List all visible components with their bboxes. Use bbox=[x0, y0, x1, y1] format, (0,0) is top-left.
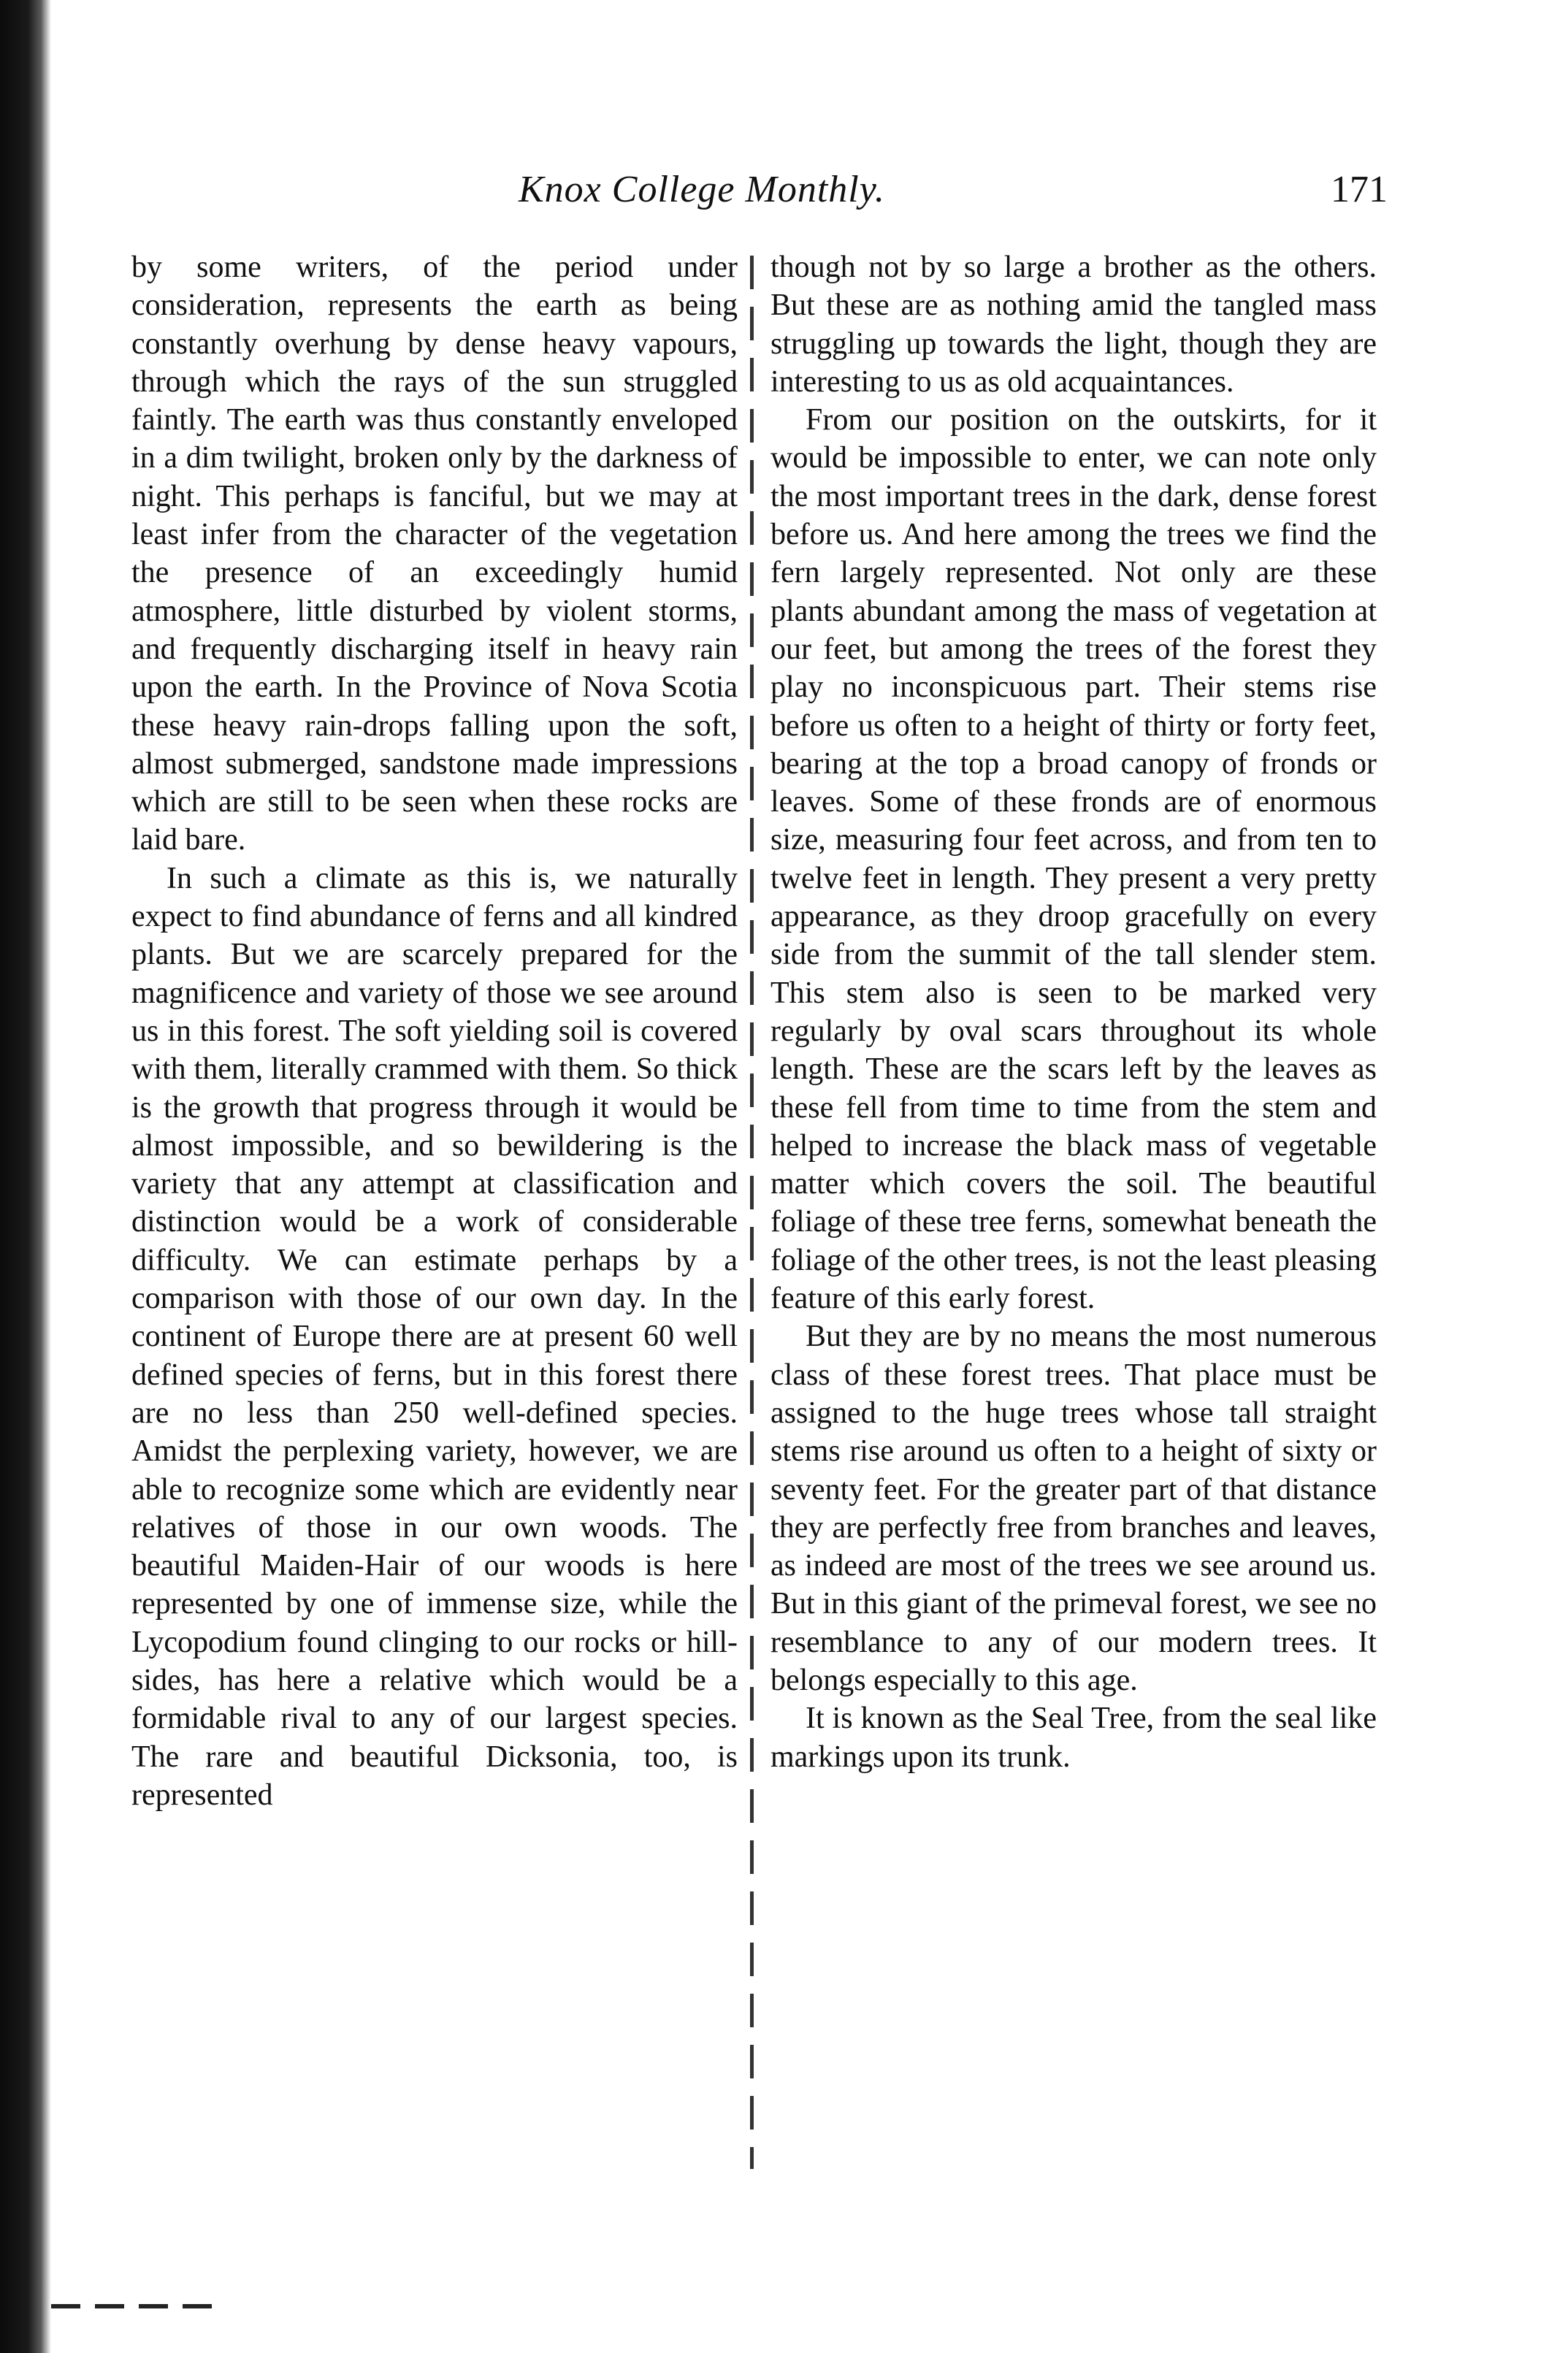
right-column bbox=[770, 248, 1377, 1776]
column-divider bbox=[750, 256, 754, 2169]
right-paragraph-4: It is known as the Seal Tree, from the seal like markings upon its trunk. bbox=[770, 1702, 1377, 1774]
right-paragraph-3: But they are by no means the most numerous class of these forest trees. That place must be assigned to the huge trees whose tall straight stems rise around us often to a height of sixty or seventy feet. For the greater part of that distance they are perfectly free from branches and leaves, as indeed are most of the trees we see around us. But in this giant of the primeval forest, we see no resemblance to any of our modern trees. It belongs especially to this age. bbox=[770, 1320, 1377, 1697]
left-paragraph-1: by some writers, of the period under consideration, represents the earth as being constantly overhung by dense heavy vapours, through which the rays of the sun struggled faintly. The earth was thus constantly enveloped in a dim twilight, broken only by the darkness of night. This perhaps is fanciful, but we may at least infer from the character of the vegetation the presence of an exceedingly humid atmosphere, little disturbed by violent storms, and frequently discharging itself in heavy rain upon the earth. In the Province of Nova Scotia these heavy rain-drops falling upon the soft, almost submerged, sandstone made impressions which are still to be seen when these rocks are laid bare. bbox=[131, 250, 738, 857]
left-paragraph-2: In such a climate as this is, we naturally expect to find abundance of ferns and all kindred plants. But we are scarcely prepared for the magnificence and variety of those we see around us in this forest. The soft yielding soil is covered with them, literally crammed with them. So thick is the growth that progress through it would be almost impossible, and so bewildering is the variety that any attempt at classification and distinction would be a work of considerable difficulty. We can estimate perhaps by a comparison with those of our own day. In the continent of Europe there are at present 60 well defined species of ferns, but in this forest there are no less than 250 well-defined species. Amidst the perplexing variety, however, we are able to recognize some which are evidently near relatives of those in our own woods. The beautiful Maiden-Hair of our woods is here represented by one of immense size, while the Lycopodium found clinging to our rocks or hill-sides, has here a relative which would be a formidable rival to any of our largest species. The rare and beautiful Dicksonia, too, is represented bbox=[131, 861, 738, 1812]
running-title: Knox College Monthly. bbox=[519, 169, 885, 210]
bottom-print-mark bbox=[51, 2304, 226, 2308]
right-paragraph-2: From our position on the outskirts, for it would be impossible to enter, we can note only the most important trees in the dark, dense forest before us. And here among the trees we find the fern largely represented. Not only are these plants abundant among the mass of vegetation at our feet, but among the trees of the forest they play no inconspicuous part. Their stems rise before us often to a height of thirty or forty feet, bearing at the top a broad canopy of fronds or leaves. Some of these fronds are of enormous size, measuring four feet across, and from ten to twelve feet in length. They present a very pretty appearance, as they droop gracefully on every side from the summit of the tall slender stem. This stem also is seen to be marked very regularly by oval scars throughout its whole length. These are the scars left by the leaves as these fell from time to time from the stem and helped to increase the black mass of vegetable matter which covers the soil. The beautiful foliage of these tree ferns, somewhat beneath the foliage of the other trees, is not the least pleasing feature of this early forest. bbox=[770, 403, 1377, 1316]
page-number: 171 bbox=[1331, 169, 1388, 210]
right-paragraph-1: though not by so large a brother as the others. But these are as nothing amid the tangled mass struggling up towards the light, though they are interesting to us as old acquaintances. bbox=[770, 250, 1377, 399]
left-column bbox=[131, 248, 738, 1814]
page-binding-edge bbox=[0, 0, 51, 2353]
running-head bbox=[146, 168, 1388, 219]
